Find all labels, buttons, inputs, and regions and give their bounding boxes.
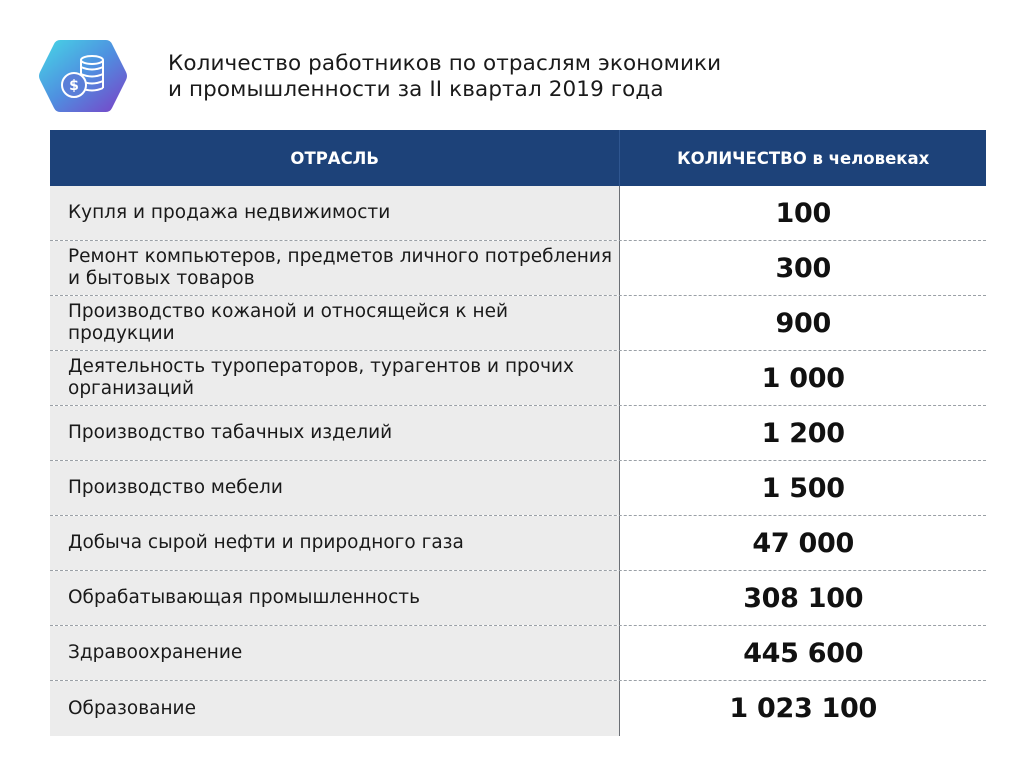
count-cell: 1 000 [619,351,986,405]
count-cell: 900 [619,296,986,350]
count-cell: 445 600 [619,626,986,680]
table-row [50,681,986,736]
column-header-industry: ОТРАСЛЬ [290,148,379,168]
industry-label: Деятельность туроператоров, турагентов и прочих организаций [68,356,575,399]
count-cell: 100 [619,186,986,240]
svg-text:$: $ [69,78,79,94]
industry-label: Купля и продажа недвижимости [68,202,391,223]
employment-table [50,130,986,736]
table-body [50,186,986,736]
count-cell: 1 200 [619,406,986,460]
table-row [50,626,986,681]
table-row [50,296,986,351]
industry-label: Здравоохранение [68,642,243,663]
industry-cell [50,571,619,625]
table-header [50,130,986,186]
table-row [50,406,986,461]
column-header-count: КОЛИЧЕСТВО в человеках [619,130,986,186]
industry-cell [50,516,619,570]
industry-cell [50,406,619,460]
coins-dollar-hexagon-icon [38,36,128,116]
table-row [50,516,986,571]
table-row [50,186,986,241]
industry-cell [50,351,619,405]
page-title-line-1: Количество работников по отраслям экономики [168,51,722,76]
table-row [50,351,986,406]
industry-cell [50,241,619,295]
table-row [50,241,986,296]
industry-cell [50,626,619,680]
industry-cell [50,186,619,240]
count-cell: 47 000 [619,516,986,570]
industry-label: Добыча сырой нефти и природного газа [68,532,464,553]
count-cell: 1 500 [619,461,986,515]
count-cell: 1 023 100 [619,681,986,736]
table-row [50,461,986,516]
page-title [168,51,968,103]
industry-label: Производство кожаной и относящейся к ней продукции [68,301,508,344]
table-row [50,571,986,626]
industry-cell [50,296,619,350]
industry-label: Ремонт компьютеров, предметов личного потребления и бытовых товаров [68,246,612,289]
count-cell: 308 100 [619,571,986,625]
industry-cell [50,681,619,736]
count-cell: 300 [619,241,986,295]
page-title-line-2: и промышленности за II квартал 2019 года [168,77,664,102]
industry-label: Обрабатывающая промышленность [68,587,420,608]
industry-cell [50,461,619,515]
industry-label: Производство табачных изделий [68,422,393,443]
industry-label: Образование [68,697,196,719]
industry-label: Производство мебели [68,477,283,498]
